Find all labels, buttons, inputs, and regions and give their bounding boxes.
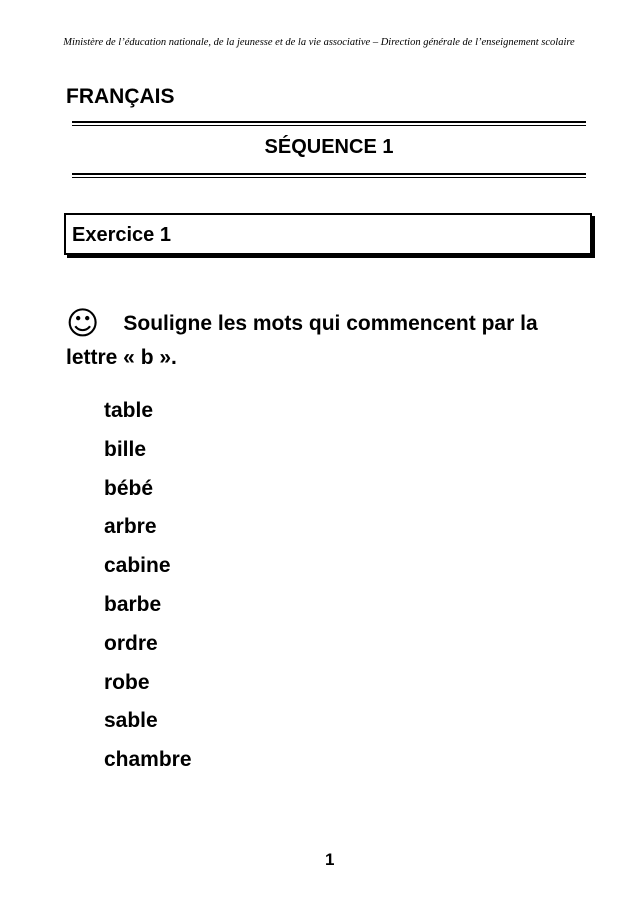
word-item[interactable]: table [104, 399, 154, 422]
page-number: 1 [325, 850, 335, 869]
page-header: Ministère de l’éducation nationale, de la jeunesse et de la vie associative – Direction générale de l’enseignement scolaire [63, 37, 575, 48]
bottom-divider [72, 173, 586, 178]
word-item[interactable]: robe [104, 670, 150, 694]
smiley-icon: ☺ [66, 304, 100, 342]
word-list [104, 392, 192, 780]
top-divider [72, 121, 586, 126]
word-item[interactable]: barbe [104, 592, 162, 616]
word-item[interactable]: sable [104, 709, 158, 733]
word-item[interactable]: ordre [104, 631, 158, 655]
word-item[interactable]: arbre [104, 515, 157, 539]
word-item[interactable]: cabine [104, 554, 171, 578]
word-item[interactable]: bébé [104, 476, 154, 500]
sequence-title: SÉQUENCE 1 [264, 136, 394, 158]
exercise-title: Exercice 1 [72, 224, 171, 246]
exercise-instruction [66, 306, 586, 375]
word-item[interactable]: bille [104, 437, 147, 461]
instruction-text: Souligne les mots qui commencent par la lettre « b ». [66, 312, 538, 369]
exercise-header-box [64, 213, 592, 255]
subject-title: FRANÇAIS [66, 85, 175, 108]
word-item[interactable]: chambre [104, 748, 192, 772]
